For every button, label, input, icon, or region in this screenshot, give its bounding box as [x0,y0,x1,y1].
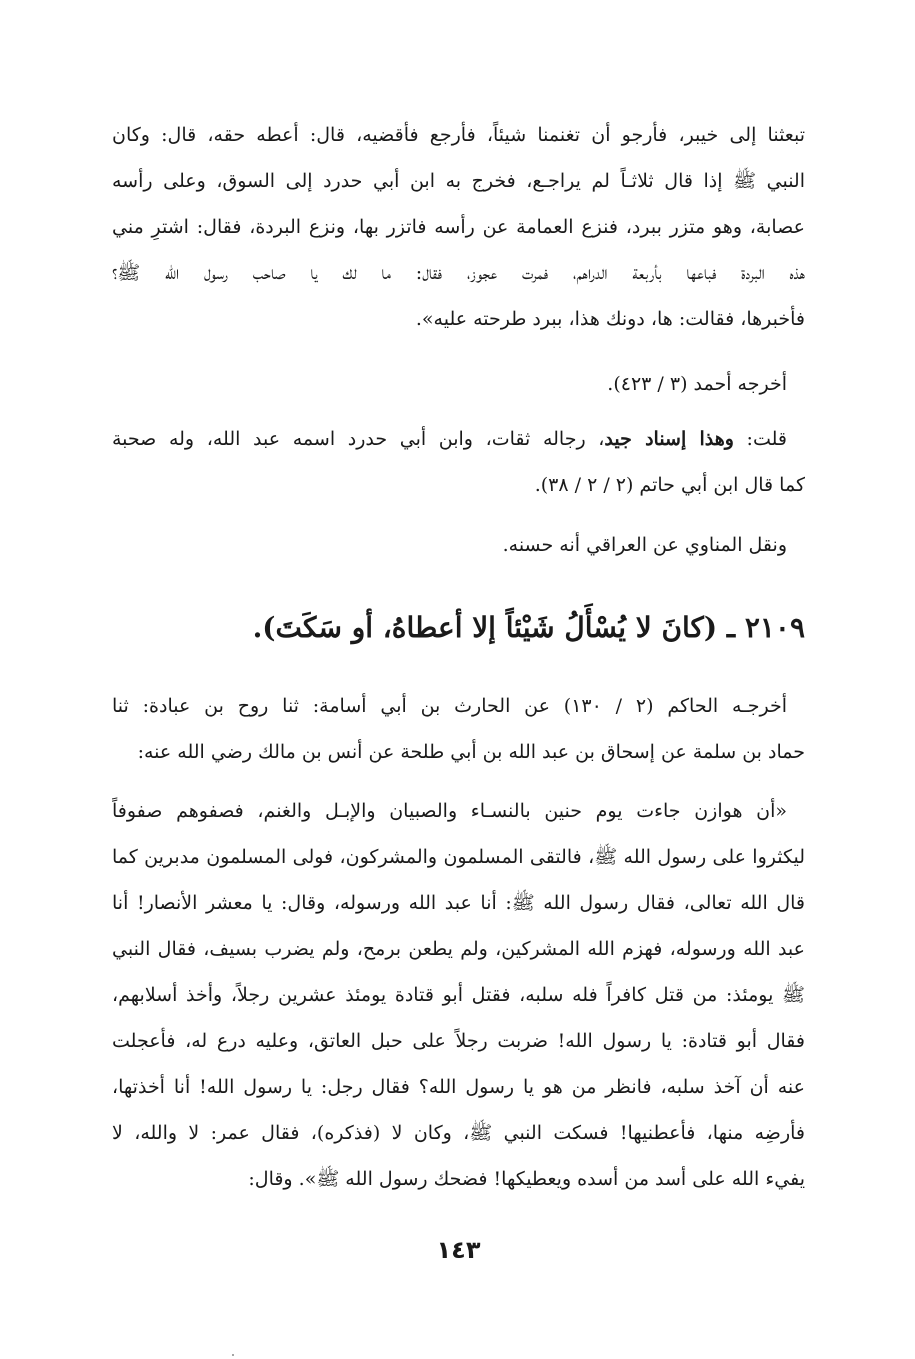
text-line: عبد الله ورسوله، فهزم الله المشركين، ولم يطعن برمح، ولم يضرب بسيف، فقال النبي [112,938,805,960]
text-line: ﷺ يومئذ: من قتل كافراً فله سلبه، فقتل أبو قتادة يومئذ عشرين رجلاً، وأخذ أسلابهم، [112,984,805,1006]
text-line: فأرضِه منها، فأعطنيها! فسكت النبي ﷺ، وكان لا (فذكره)، فقال عمر: لا والله، لا [112,1122,805,1144]
text-line: ونقل المناوي عن العراقي أنه حسنه. [502,534,787,556]
comment-prefix: قلت: [733,428,787,450]
text-line: فأخبرها، فقالت: ها، دونك هذا، ببرد طرحته عليه». [415,308,805,330]
paragraph-author-comment [112,416,805,508]
text-line: أخرجه أحمد (٣ / ٤٢٣). [607,373,787,395]
text-line: كما قال ابن أبي حاتم (٢ / ٢ / ٣٨). [534,474,805,496]
paragraph-takhrij-hakim [112,683,805,775]
text-line: عصابة، وهو متزر ببرد، فنزع العمامة عن رأسه فاتزر بها، ونزع البردة، فقال: اشترِ مني [112,216,805,238]
text-line: حماد بن سلمة عن إسحاق بن عبد الله بن أبي طلحة عن أنس بن مالك رضي الله عنه: [137,741,805,763]
hadith-heading: ٢١٠٩ ـ (كانَ لا يُسْأَلُ شَيْئاً إلا أعطاهُ، أو سَكَتَ). [252,611,805,644]
text-line: ليكثروا على رسول الله ﷺ، فالتقى المسلمون والمشركون، فولى المسلمون مدبرين كما [112,846,805,868]
text-line: عنه أن آخذ سلبه، فانظر من هو يا رسول الله؟ فقال رجل: يا رسول الله! أنا أخذتها، [112,1076,805,1098]
text-line [112,416,805,462]
paragraph-takhrij-ahmad [112,361,805,407]
book-page [112,0,805,1359]
page-number: ١٤٣ [436,1236,481,1264]
comment-rest: ، رجاله ثقات، وابن أبي حدرد اسمه عبد الله، وله صحبة [112,428,605,450]
text-line: أخرجـه الحاكم (٢ / ١٣٠) عن الحارث بن أبي أسامة: ثنا روح بن عبادة: ثنا [112,695,788,717]
text-line: فقال أبو قتادة: يا رسول الله! ضربت رجلاً على حبل العاتق، وعليه درع له، فأعجلت [112,1030,805,1052]
text-line: هذه البردة فباعها بأربعة الدراهم، فمرت عجوز، فقال: ما لك يا صاحب رسول الله ﷺ؟ [112,262,805,284]
paragraph-hadith-continuation [112,112,805,342]
text-line: قال الله تعالى، فقال رسول الله ﷺ: أنا عبد الله ورسوله، وقال: يا معشر الأنصار! أنا [112,892,805,914]
text-line: يفيء الله على أسد من أسده ويعطيكها! فضحك رسول الله ﷺ». وقال: [248,1168,805,1190]
paragraph-munawi-note [112,522,805,568]
text-line: تبعثنا إلى خيبر، فأرجو أن تغنمنا شيئاً، فأرجع فأقضيه، قال: أعطه حقه، قال: وكان [112,124,805,146]
text-line: النبي ﷺ إذا قال ثلاثـاً لم يراجـع، فخرج به ابن أبي حدرد إلى السوق، وعلى رأسه [112,170,805,192]
scan-speck [232,1354,234,1356]
text-line: «أن هوازن جاءت يوم حنين بالنسـاء والصبيان والإبـل والغنم، فصفوهم صفوفاً [112,800,787,822]
paragraph-hadith-text [112,788,805,1202]
isnad-ruling: وهذا إسناد جيد [604,428,734,450]
